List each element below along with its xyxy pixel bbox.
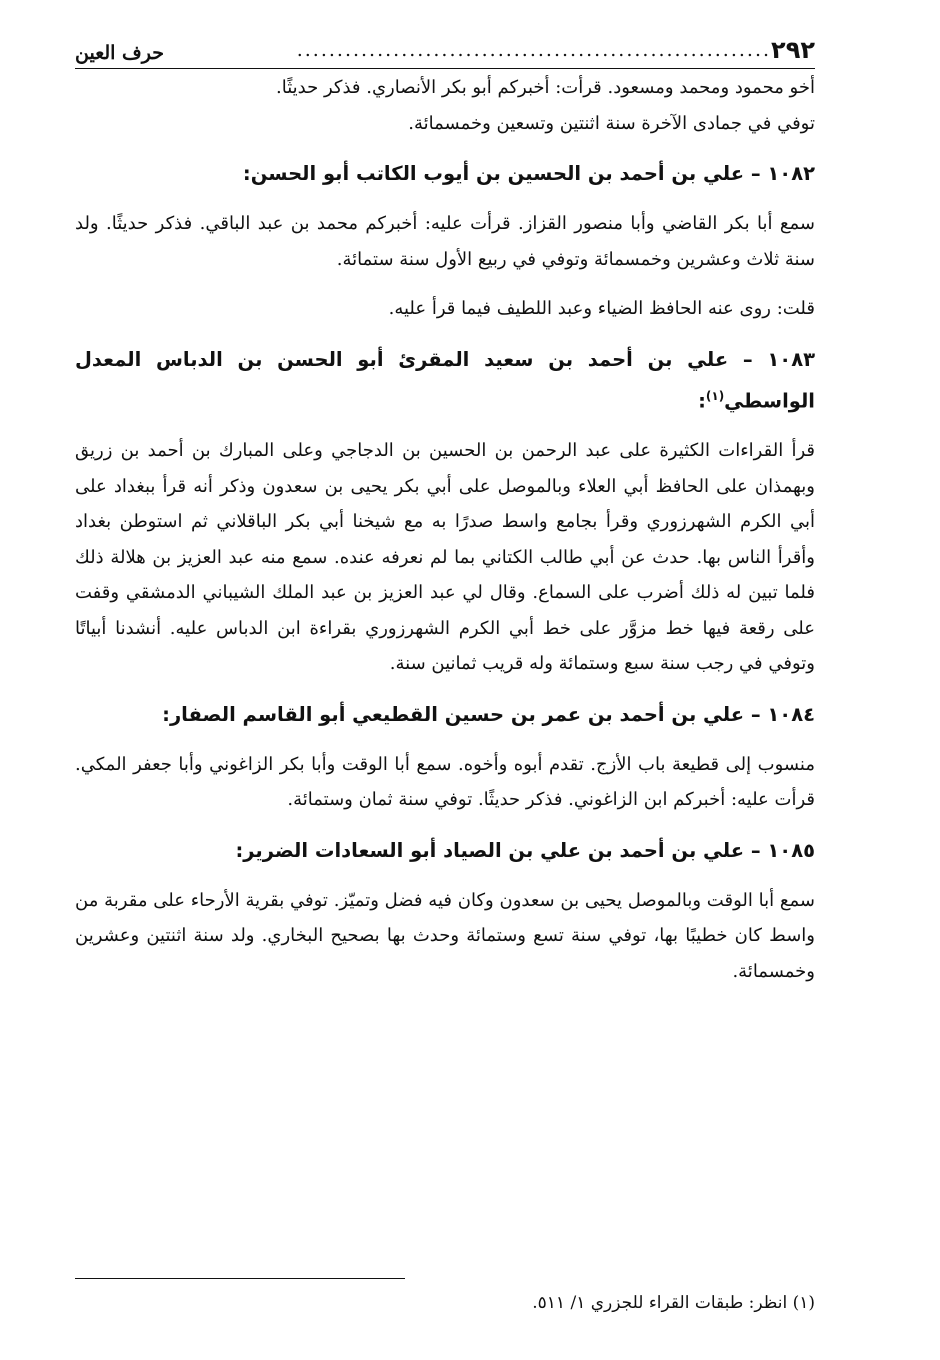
page-number: ٢٩٢ (771, 36, 815, 64)
entry-1084-heading: ١٠٨٤ – علي بن أحمد بن عمر بن حسين القطيعي أبو القاسم الصفار: (162, 702, 815, 726)
footnote-text: انظر: طبقات القراء للجزري ١/ ٥١١. (532, 1293, 788, 1313)
entry-1082-heading: ١٠٨٢ – علي بن أحمد بن الحسين بن أيوب الكاتب أبو الحسن: (242, 162, 815, 185)
header-right (297, 36, 815, 64)
entry-1085-heading: ١٠٨٥ – علي بن أحمد بن علي بن الصياد أبو السعادات الضرير: (235, 838, 815, 862)
page-content (75, 70, 815, 989)
entry-1083-paragraph-1: قرأ القراءات الكثيرة على عبد الرحمن بن الحسين بن الدجاجي وعلى المبارك بن أحمد بن زريق وبهمذان على الحافظ أبي العلاء وبالموصل على أبي بكر يحيى بن سعدون وذكر أنه قرأ ببغداد على أبي الكرم الشهرزوري وقرأ بجامع واسط صدرًا به مع شيخنا أبي بكر الباقلاني ثم استوطن بغداد وأقرأ الناس بها. حدث عن أبي طالب الكتاني بما لم نعرفه عنده. سمع منه عبد العزيز بن هلالة ذلك فلما تبين له ذلك أضرب على السماع. وقال لي عبد العزيز بن عبد الملك الشيباني الدمشقي وقفت على رقعة فيها خط مزوَّر على خط أبي الكرم الشهرزوري بقراءة ابن الدباس عليه. أنشدنا أبياتًا وتوفي في رجب سنة سبع وستمائة وله قريب ثمانين سنة. (75, 440, 816, 674)
footnote-mark: (١) (792, 1293, 815, 1313)
entry-1085-paragraph-1: سمع أبا الوقت وبالموصل يحيى بن سعدون وكان فيه فضل وتميّز. توفي بقرية الأرحاء على مقربة من واسط كان خطيبًا بها، توفي سنة تسع وستمائة وحدث بها بصحيح البخاري. ولد سنة اثنتين وعشرين وخمسمائة. (75, 889, 816, 982)
running-header (75, 28, 815, 69)
entry-1082-paragraph-1: سمع أبا بكر القاضي وأبا منصور القزاز. قرأت عليه: أخبركم محمد بن عبد الباقي. فذكر حديثًا. ولد سنة ثلاث وعشرين وخمسمائة وتوفي في ربيع الأول سنة ستمائة. (75, 213, 815, 270)
header-left (75, 42, 164, 64)
header-leader-dots: ........................................................... (296, 39, 772, 61)
book-page (75, 0, 815, 1360)
entry-1083-heading-text: ١٠٨٣ – علي بن أحمد بن سعيد المقرئ أبو الحسن بن الدباس المعدل الواسطي (75, 347, 815, 412)
entry-1083-heading (75, 341, 815, 420)
footnote-reference-mark: (١) (705, 388, 725, 403)
footnote-separator (75, 1278, 405, 1279)
entry-1082-paragraph-2: قلت: روى عنه الحافظ الضياء وعبد اللطيف فيما قرأ عليه. (388, 298, 815, 319)
running-title: حرف العين (75, 42, 164, 64)
entry-1081-paragraph-1: أخو محمود ومحمد ومسعود. قرأت: أخبركم أبو بكر الأنصاري. فذكر حديثًا. (276, 77, 815, 98)
footnote (75, 1290, 815, 1316)
entry-1084-paragraph-1: منسوب إلى قطيعة باب الأزج. تقدم أبوه وأخوه. سمع أبا الوقت وأبا بكر الزاغوني وأبا جعفر المكي. قرأت عليه: أخبركم ابن الزاغوني. فذكر حديثًا. توفي سنة ثمان وستمائة. (75, 753, 815, 810)
entry-1081-paragraph-2: توفي في جمادى الآخرة سنة اثنتين وتسعين وخمسمائة. (408, 112, 815, 134)
entry-1083-heading-colon: : (698, 389, 706, 412)
